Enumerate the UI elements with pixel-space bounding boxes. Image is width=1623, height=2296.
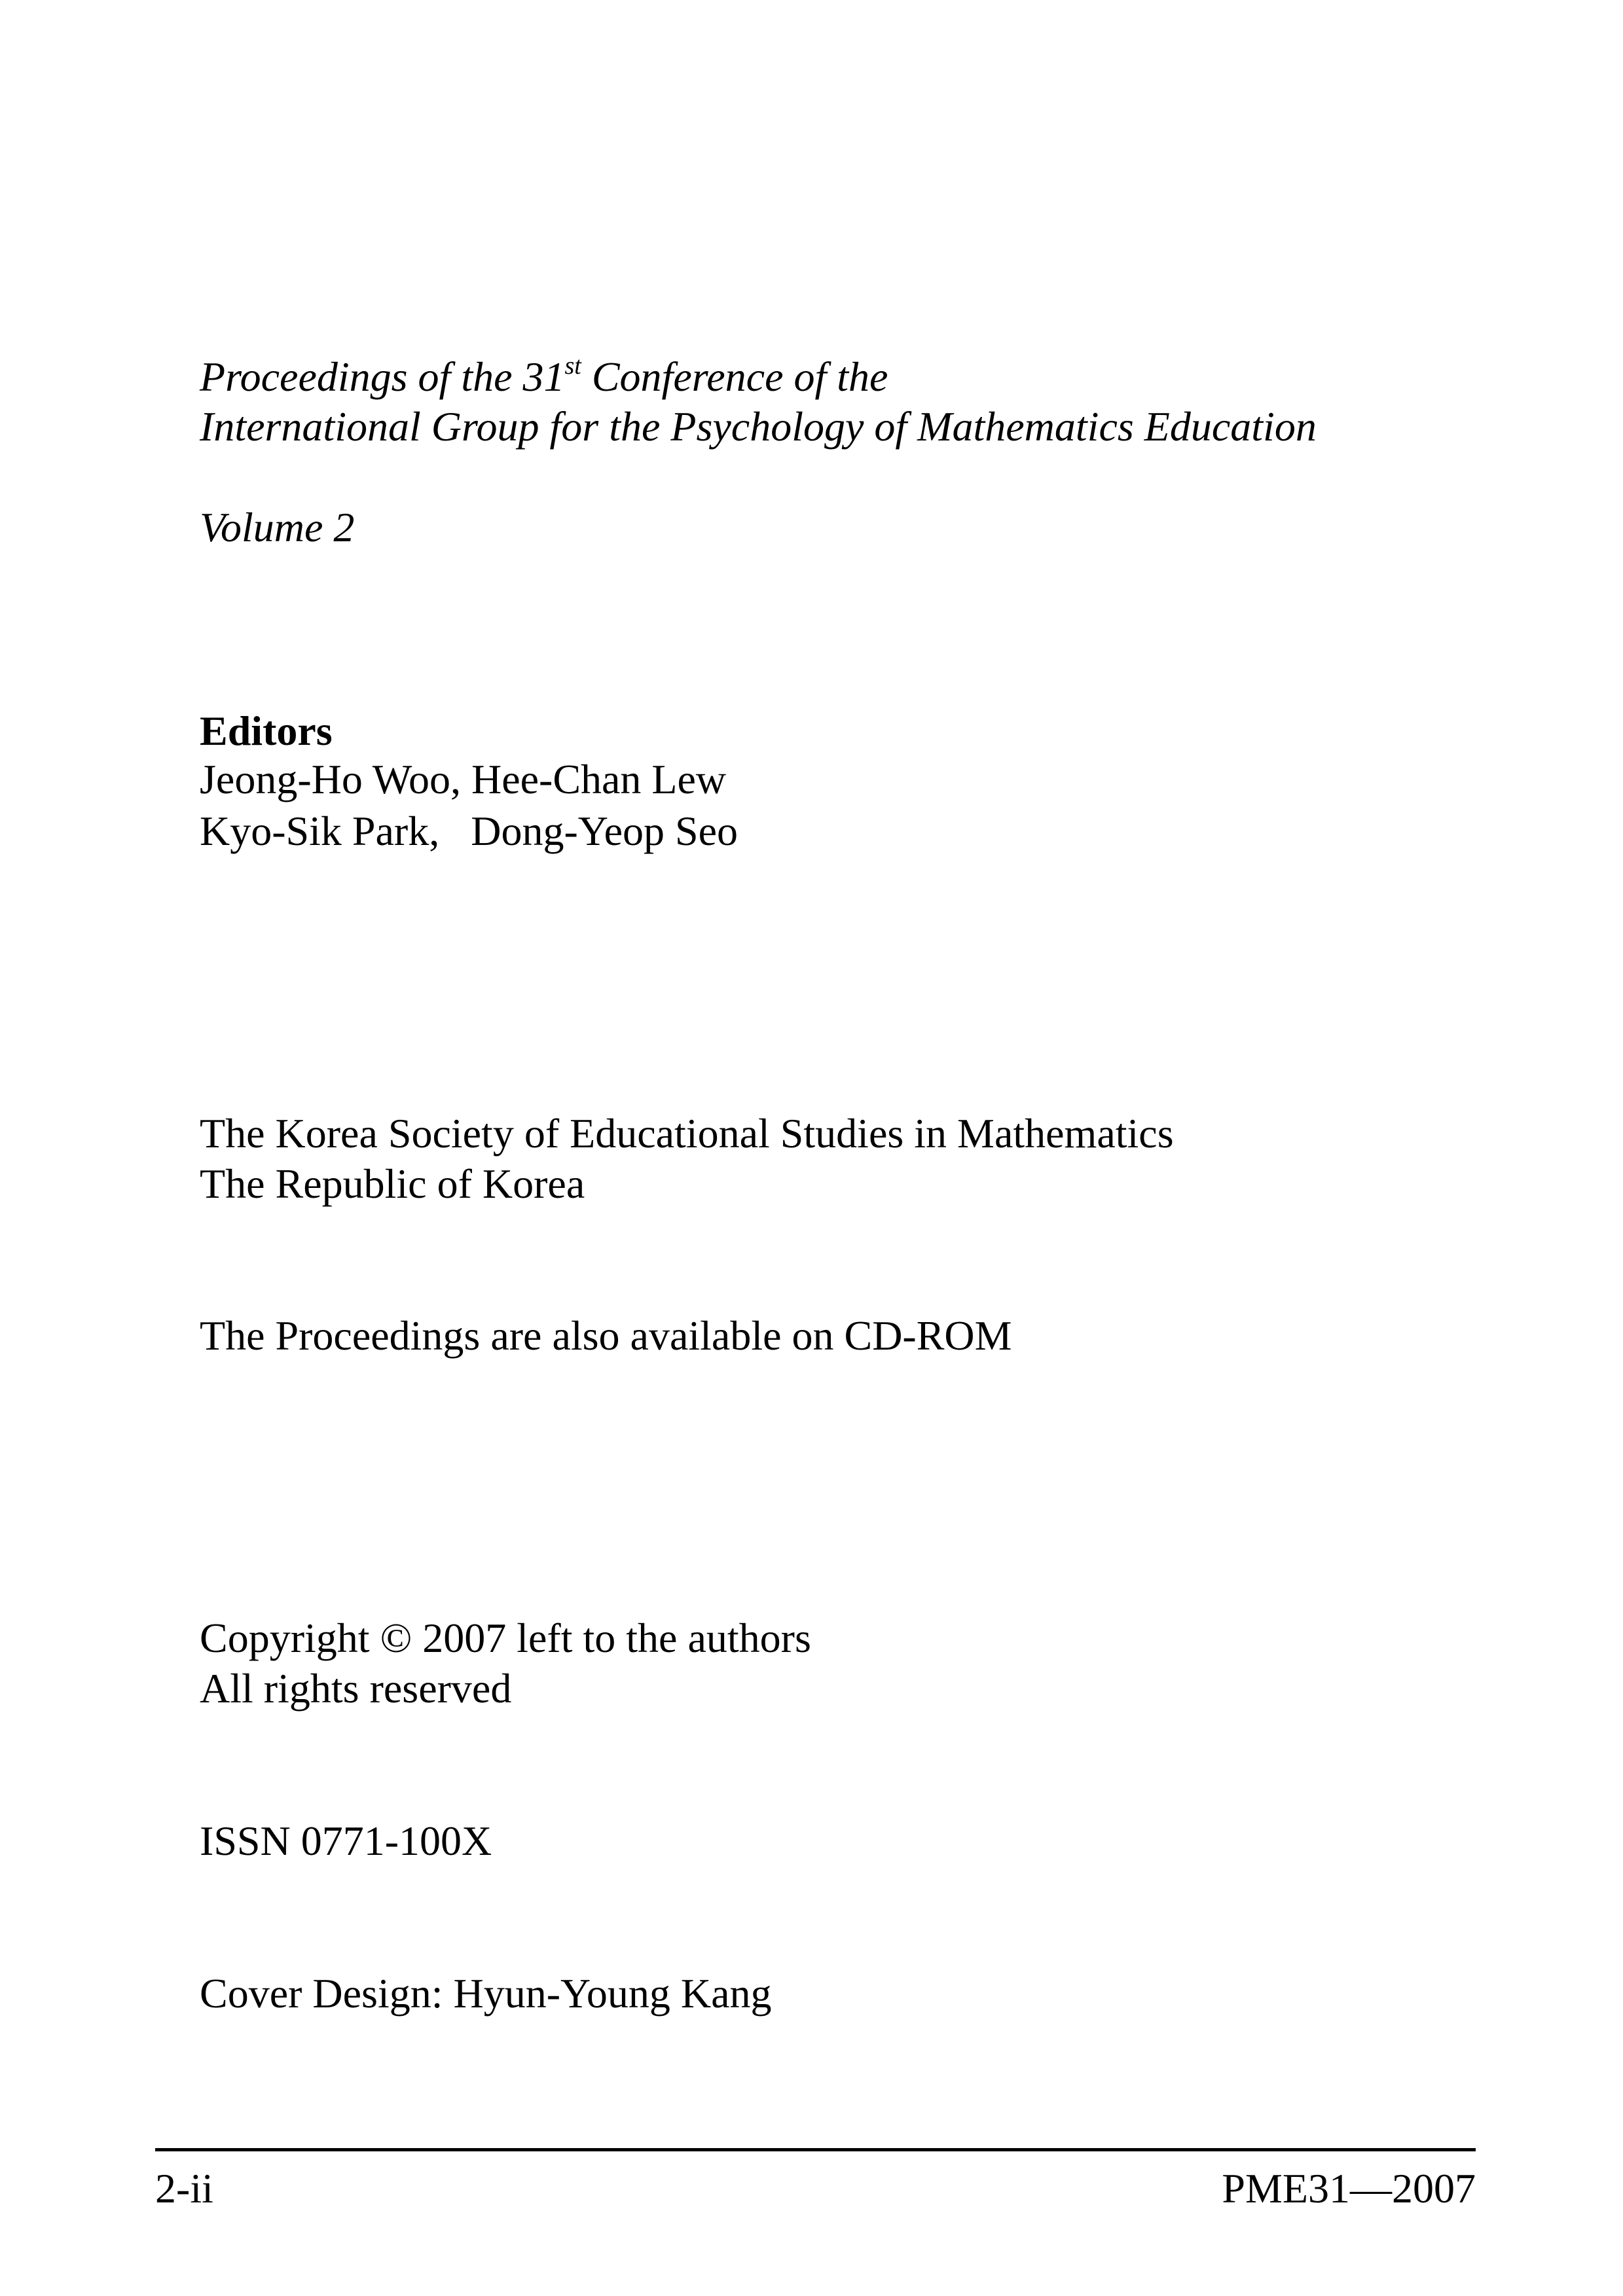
editor-names: Kyo-Sik Park, Dong-Yeop Seo: [200, 808, 738, 854]
cdrom-note: The Proceedings are also available on CD-ROM: [200, 1312, 1012, 1359]
issn: ISSN 0771-100X: [200, 1818, 492, 1864]
conference-footer: PME31—2007: [1222, 2165, 1476, 2212]
copyright-line: Copyright © 2007 left to the authors: [200, 1615, 811, 1661]
page-number: 2-ii: [155, 2165, 213, 2212]
title-line-1: [200, 351, 888, 402]
ordinal-suffix: st: [564, 352, 581, 380]
publisher-country: The Republic of Korea: [200, 1160, 585, 1207]
publisher-name: The Korea Society of Educational Studies in Mathematics: [200, 1110, 1174, 1157]
title-text: Proceedings of the 31: [200, 353, 565, 400]
title-line-2: International Group for the Psychology of Mathematics Education: [200, 403, 1317, 450]
volume-label: Volume 2: [200, 504, 355, 550]
cover-design-credit: Cover Design: Hyun-Young Kang: [200, 1970, 772, 2017]
rights-line: All rights reserved: [200, 1665, 512, 1712]
editor-names: Jeong-Ho Woo, Hee-Chan Lew: [200, 756, 727, 802]
title-text: Conference of the: [581, 353, 888, 400]
footer-rule: [155, 2148, 1476, 2151]
editors-heading: Editors: [200, 708, 333, 754]
